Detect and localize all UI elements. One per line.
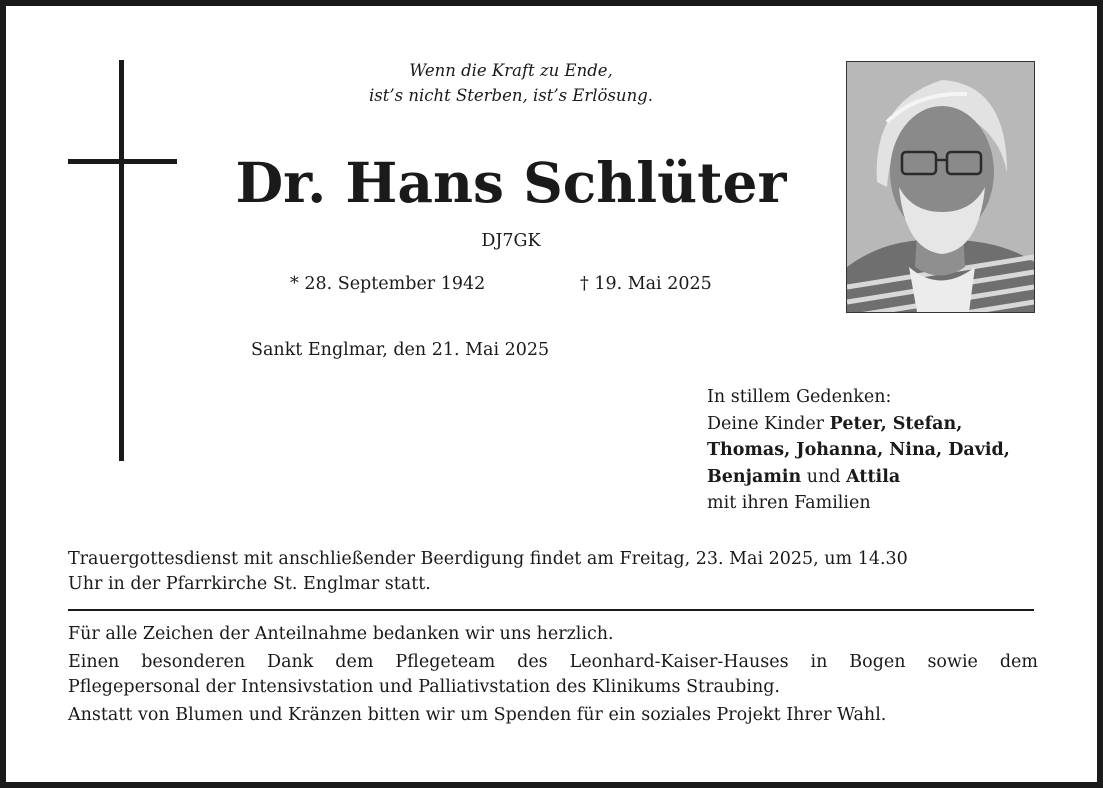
children-names-1: Peter, Stefan,	[829, 413, 963, 434]
mourners-block	[707, 384, 1052, 517]
children-conjunction: und	[806, 466, 841, 487]
children-names-2: Thomas, Johanna, Nina, David,	[707, 440, 1010, 460]
divider	[68, 609, 1034, 611]
place-and-date: Sankt Englmar, den 21. Mai 2025	[251, 340, 550, 360]
thanks-block	[68, 622, 1038, 731]
mourners-families: mit ihren Familien	[707, 493, 871, 513]
deceased-name: Dr. Hans Schlüter	[235, 150, 787, 215]
children-prefix: Deine Kinder	[707, 413, 825, 434]
mourners-children-line-1	[707, 411, 1052, 438]
callsign: DJ7GK	[481, 231, 541, 251]
motto-line-1: Wenn die Kraft zu Ende,	[409, 61, 613, 80]
cross-horizontal-bar	[68, 159, 177, 164]
mourners-intro: In stillem Gedenken:	[707, 387, 892, 407]
service-line-2: Uhr in der Pfarrkirche St. Englmar statt.	[68, 574, 431, 594]
portrait-photo	[846, 61, 1035, 313]
children-names-3: Benjamin	[707, 466, 802, 487]
motto-line-2: ist’s nicht Sterben, ist’s Erlösung.	[368, 86, 653, 105]
thanks-paragraph-2	[68, 650, 1038, 700]
motto	[250, 58, 772, 108]
birth-date: * 28. September 1942	[290, 274, 486, 294]
thanks-paragraph-1: Für alle Zeichen der Anteilnahme bedanken wir uns herzlich.	[68, 624, 614, 644]
portrait-icon	[847, 62, 1034, 312]
death-date: † 19. Mai 2025	[580, 274, 712, 294]
mourners-children-line-2	[707, 437, 1052, 464]
funeral-service-info	[68, 547, 1038, 597]
thanks-paragraph-2-line-1: Einen besonderen Dank dem Pflegeteam des Leonhard-Kaiser-Hauses in Bogen sowie dem	[68, 652, 1038, 672]
cross-vertical-bar	[119, 60, 124, 461]
service-line-1: Trauergottesdienst mit anschließender Beerdigung findet am Freitag, 23. Mai 2025, um 14.30	[68, 549, 908, 569]
children-names-4: Attila	[846, 466, 901, 487]
thanks-paragraph-3: Anstatt von Blumen und Kränzen bitten wir um Spenden für ein soziales Projekt Ihrer Wahl.	[68, 705, 887, 725]
mourners-children-line-3	[707, 464, 1052, 491]
thanks-paragraph-2-line-2: Pflegepersonal der Intensivstation und Palliativstation des Klinikums Straubing.	[68, 677, 780, 697]
